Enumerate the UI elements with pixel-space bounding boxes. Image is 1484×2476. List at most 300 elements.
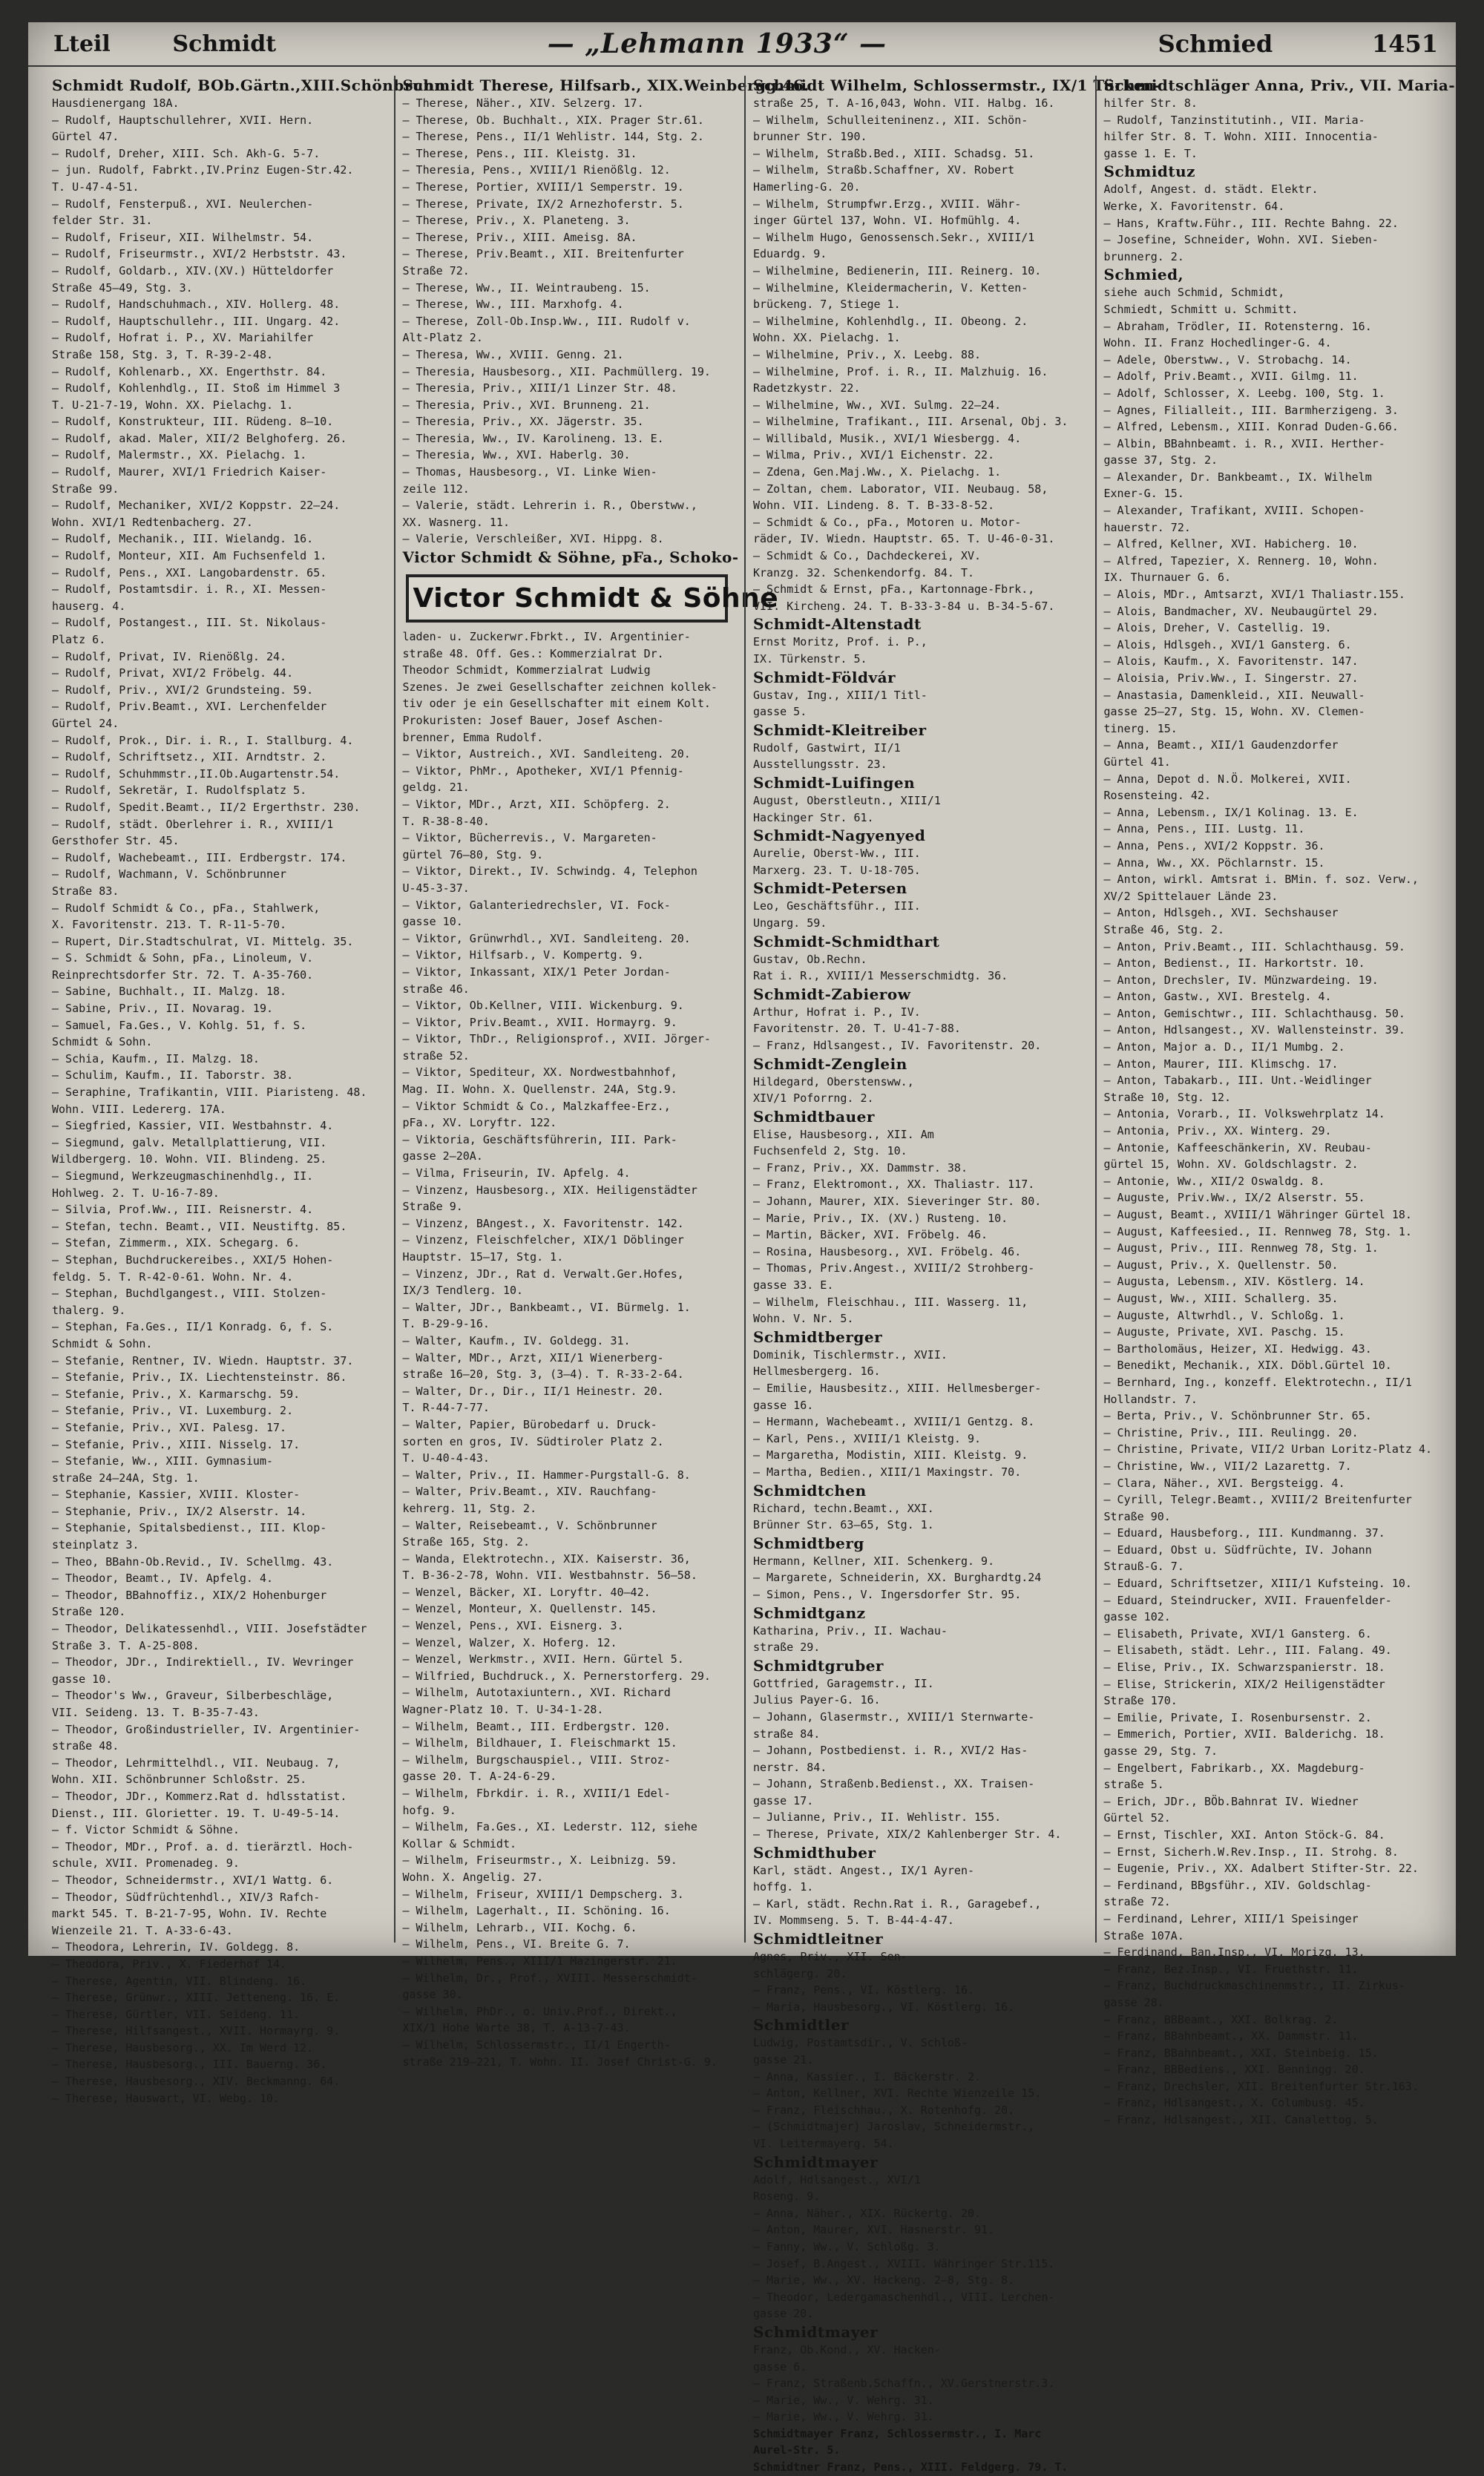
- directory-entry: — Rudolf, Hauptschullehrer, XVII. Hern.: [52, 113, 314, 127]
- directory-entry: — Therese, Private, XIX/2 Kahlenberger Str. 4.: [753, 1828, 1062, 1842]
- directory-entry: — Valerie, Verschleißer, XVI. Hippg. 8.: [402, 532, 664, 546]
- directory-entry: — Rudolf, Goldarb., XIV.(XV.) Hütteldorfer: [52, 263, 334, 278]
- directory-entry: — Alfred, Tapezier, X. Rennerg. 10, Wohn.: [1103, 554, 1379, 568]
- directory-entry: — Vinzenz, JDr., Rat d. Verwalt.Ger.Hofes,: [402, 1267, 684, 1281]
- directory-entry: Marxerg. 23. T. U-18-705.: [753, 863, 921, 877]
- directory-entry: Wienzeile 21. T. A-33-6-43.: [52, 1923, 233, 1937]
- directory-entry: Hildegard, Oberstensww.,: [753, 1074, 914, 1088]
- surname-heading: Schmidtbauer: [753, 1107, 875, 1126]
- directory-entry: geldg. 21.: [402, 781, 470, 795]
- directory-entry: — Rudolf, Dreher, XIII. Sch. Akh-G. 5-7.: [52, 146, 321, 160]
- directory-entry: — Cyrill, Telegr.Beamt., XVIII/2 Breitenfurter: [1103, 1493, 1412, 1507]
- directory-entry: — Anton, Priv.Beamt., III. Schlachthausg. 59.: [1103, 939, 1405, 953]
- directory-entry: — Anna, Pens., XVI/2 Koppstr. 36.: [1103, 838, 1325, 853]
- directory-entry: Wohn. XII. Schönbrunner Schloßstr. 25.: [52, 1773, 307, 1787]
- directory-entry: — Rudolf, Schuhmmstr.,II.Ob.Augartenstr.54.: [52, 766, 341, 781]
- directory-entry: Straße 10, Stg. 12.: [1103, 1090, 1232, 1104]
- directory-entry: Strauß-G. 7.: [1103, 1560, 1184, 1574]
- directory-entry: — Franz, Pens., VI. Köstlerg. 16.: [753, 1983, 975, 1997]
- directory-entry: — Wilhelm, Straßb.Schaffner, XV. Robert: [753, 163, 1015, 177]
- directory-entry: — Stefan, Zimmerm., XIX. Schegarg. 6.: [52, 1236, 301, 1250]
- directory-entry: — Franz, Fleischhau., X. Rotenhofg. 20.: [753, 2103, 1015, 2117]
- directory-entry: — Ferdinand, Ban.Insp., VI. Morizg. 13.: [1103, 1945, 1365, 1960]
- directory-entry: — Viktor, Priv.Beamt., XVII. Hormayrg. 9.: [402, 1015, 677, 1029]
- directory-entry: — Theodor's Ww., Graveur, Silberbeschläge,: [52, 1689, 334, 1703]
- directory-entry: — Franz, BBahnbeamt., XX. Dammstr. 11.: [1103, 2029, 1359, 2043]
- directory-entry: — Wilhelm, Schulleiteninenz., XII. Schön-: [753, 113, 1028, 127]
- surname-heading: Schmidtmayer: [753, 2322, 879, 2341]
- directory-entry: Arthur, Hofrat i. P., IV.: [753, 1005, 921, 1019]
- directory-entry: — Rudolf, Schriftsetz., XII. Arndtstr. 2.: [52, 750, 327, 764]
- directory-entry: T. U-40-4-43.: [402, 1451, 490, 1465]
- directory-entry: — Theodor, Ledergamaschenhdl., VIII. Lerchen-: [753, 2290, 1055, 2304]
- directory-entry: Schmidt & Sohn.: [52, 1336, 153, 1350]
- directory-entry: gasse 2–20A.: [402, 1149, 483, 1163]
- directory-entry: — Seraphine, Trafikantin, VIII. Piaristeng. 48.: [52, 1086, 367, 1100]
- directory-entry: Reinprechtsdorfer Str. 72. T. A-35-760.: [52, 968, 314, 982]
- directory-entry: gasse 30.: [402, 1988, 463, 2002]
- directory-entry: — Thomas, Priv.Angest., XVIII/2 Strohberg-: [753, 1261, 1035, 1275]
- directory-entry: — Eduard, Steindrucker, XVII. Frauenfelder-: [1103, 1593, 1392, 1607]
- directory-entry: — Therese, Portier, XVIII/1 Semperstr. 19.: [402, 180, 684, 194]
- directory-entry: Wohn. VII. Lindeng. 8. T. B-33-8-52.: [753, 499, 995, 513]
- directory-entry: — Therese, Ww., II. Weintraubeng. 15.: [402, 280, 651, 295]
- directory-entry: — Thomas, Hausbesorg., VI. Linke Wien-: [402, 465, 657, 479]
- directory-entry: Straße 107A.: [1103, 1928, 1184, 1943]
- directory-entry: — Franz, Elektromont., XX. Thaliastr. 117.: [753, 1178, 1035, 1192]
- directory-entry: — Theodor, Südfrüchtenhdl., XIV/3 Rafch-: [52, 1890, 321, 1904]
- directory-entry: — Rudolf, Maurer, XVI/1 Friedrich Kaiser-: [52, 465, 327, 479]
- directory-entry: räder, IV. Wiedn. Hauptstr. 65. T. U-46-0-31.: [753, 532, 1055, 546]
- directory-entry: Wohn. VIII. Ledererg. 17A.: [52, 1102, 226, 1116]
- directory-entry: — Simon, Pens., V. Ingersdorfer Str. 95.: [753, 1587, 1022, 1601]
- directory-entry: — Rudolf, Wachmann, V. Schönbrunner: [52, 867, 287, 881]
- directory-entry: Schmiedt, Schmitt u. Schmitt.: [1103, 302, 1298, 316]
- directory-entry: Julius Payer-G. 16.: [753, 1693, 881, 1707]
- directory-entry: — Rudolf, Sekretär, I. Rudolfsplatz 5.: [52, 784, 307, 798]
- directory-entry: — Viktor, MDr., Arzt, XII. Schöpferg. 2.: [402, 797, 671, 811]
- directory-entry: — (Schmidtmajer) Jaroslav, Schneidermstr.,: [753, 2120, 1035, 2134]
- directory-entry: — Zdena, Gen.Maj.Ww., X. Pielachg. 1.: [753, 465, 1002, 479]
- directory-entry: gasse 5.: [753, 705, 807, 719]
- directory-entry: Hamerling-G. 20.: [753, 180, 861, 194]
- directory-entry: gasse 10.: [52, 1672, 113, 1686]
- directory-entry: Exner-G. 15.: [1103, 487, 1184, 501]
- directory-entry: — Theodor, BBahnoffiz., XIX/2 Hohenburger: [52, 1588, 327, 1602]
- directory-entry: T. B-29-9-16.: [402, 1317, 490, 1331]
- directory-entry: straße 48.: [52, 1739, 119, 1753]
- directory-entry: — Anton, Gemischtwr., III. Schlachthausg. 50.: [1103, 1006, 1405, 1020]
- directory-entry: straße 46.: [402, 982, 470, 996]
- directory-entry: — Therese, Priv.Beamt., XII. Breitenfurter: [402, 247, 684, 261]
- directory-entry: — Anton, Maurer, XVI. Hasnerstr. 91.: [753, 2223, 995, 2237]
- directory-entry: — Theodora, Lehrerin, IV. Goldegg. 8.: [52, 1940, 301, 1954]
- directory-entry: — Rudolf, städt. Oberlehrer i. R., XVIII/1: [52, 817, 334, 831]
- directory-entry: Gürtel 24.: [52, 716, 119, 730]
- directory-entry: — Therese, Näher., XIV. Selzerg. 17.: [402, 96, 644, 110]
- directory-entry: — Stephan, Fa.Ges., II/1 Konradg. 6, f. S.: [52, 1320, 334, 1334]
- directory-entry: — Auguste, Altwrhdl., V. Schloßg. 1.: [1103, 1308, 1345, 1322]
- directory-entry: Straße 45–49, Stg. 3.: [52, 280, 193, 295]
- directory-entry: Alt-Platz 2.: [402, 331, 483, 345]
- surname-heading: Schmidt-Altenstadt: [753, 615, 922, 634]
- directory-entry: X. Favoritenstr. 213. T. R-11-5-70.: [52, 918, 287, 932]
- directory-entry: — Theodor, Beamt., IV. Apfelg. 4.: [52, 1572, 274, 1586]
- directory-entry: — Auguste, Private, XVI. Paschg. 15.: [1103, 1325, 1345, 1339]
- directory-entry: Richard, techn.Beamt., XXI.: [753, 1501, 934, 1515]
- directory-entry: Leo, Geschäftsführ., III.: [753, 899, 921, 913]
- directory-entry: gasse 17.: [753, 1793, 814, 1807]
- directory-entry: Gürtel 47.: [52, 130, 119, 144]
- directory-entry: gasse 1. E. T.: [1103, 146, 1198, 160]
- surname-entry: Schmidtner Franz, Pens., XIII. Feldgerg. 79. T.: [753, 2460, 1068, 2475]
- directory-entry: — Josef, B.Angest., XVIII. Währinger Str.115.: [753, 2256, 1055, 2270]
- directory-entry: gasse 28.: [1103, 1995, 1164, 2009]
- column-4: [1095, 76, 1456, 2127]
- directory-entry: — Rupert, Dir.Stadtschulrat, VI. Mittelg. 35.: [52, 934, 354, 948]
- directory-entry: — Stefan, techn. Beamt., VII. Neustiftg. 85.: [52, 1219, 347, 1233]
- header-first-name: Schmidt: [172, 30, 277, 57]
- directory-entry: — Theodor, Lehrmittelhdl., VII. Neubaug. 7,: [52, 1756, 341, 1770]
- directory-entry: pFa., XV. Loryftr. 122.: [402, 1116, 557, 1130]
- directory-entry: — Therese, Grünwr., XIII. Jetteneng. 16. E.: [52, 1991, 341, 2005]
- directory-entry: Elise, Hausbesorg., XII. Am: [753, 1127, 934, 1141]
- directory-entry: — Rudolf, Spedit.Beamt., II/2 Ergerthstr. 230.: [52, 800, 361, 814]
- company-heading: Victor Schmidt & Söhne, pFa., Schoko-: [402, 548, 739, 567]
- directory-entry: — Adolf, Schlosser, X. Leebg. 100, Stg. 1.: [1103, 386, 1385, 400]
- directory-entry: — Anna, Näher., XIX. Rückertg. 20.: [753, 2206, 982, 2220]
- directory-entry: — Rudolf, Postangest., III. St. Nikolaus-: [52, 616, 327, 630]
- directory-entry: — Stephanie, Spitalsbedienst., III. Klop-: [52, 1521, 327, 1535]
- directory-entry: — Bernhard, Ing., konzeff. Elektrotechn., II/1: [1103, 1375, 1412, 1389]
- directory-entry: — Franz, BBBeamt., XXI. Bolkrag. 2.: [1103, 2012, 1339, 2026]
- surname-heading: Schmidtler: [753, 2016, 850, 2035]
- directory-entry: VII. Seideng. 13. T. B-35-7-43.: [52, 1706, 260, 1719]
- directory-entry: — Viktor, ThDr., Religionsprof., XVII. Jörger-: [402, 1032, 711, 1046]
- directory-entry: U-45-3-37.: [402, 881, 470, 895]
- directory-entry: — Anton, Major a. D., II/1 Mumbg. 2.: [1103, 1040, 1345, 1054]
- directory-entry: — Theodor, Großindustrieller, IV. Argentinier-: [52, 1722, 361, 1736]
- directory-entry: Wohn. II. Franz Hochedlinger-G. 4.: [1103, 336, 1332, 350]
- directory-entry: — Theresa, Ww., XVIII. Genng. 21.: [402, 347, 624, 361]
- surname-heading: Schmidt-Zenglein: [753, 1054, 907, 1073]
- directory-entry: — Wilhelm, Friseur, XVIII/1 Dempscherg. 3.: [402, 1887, 684, 1901]
- directory-entry: — Rudolf, Pens., XXI. Langobardenstr. 65.: [52, 565, 327, 579]
- directory-entry: felder Str. 31.: [52, 214, 153, 228]
- directory-entry: — Christine, Private, VII/2 Urban Loritz-Platz 4.: [1103, 1442, 1433, 1457]
- header-title: — „Lehmann 1933“ —: [547, 28, 887, 59]
- directory-entry: — Emilie, Hausbesitz., XIII. Hellmesberger-: [753, 1382, 1042, 1395]
- directory-entry: gasse 37, Stg. 2.: [1103, 453, 1218, 467]
- directory-entry: Gersthofer Str. 45.: [52, 834, 180, 848]
- directory-entry: — Fanny, Ww., V. Schloßg. 3.: [753, 2239, 941, 2253]
- directory-entry: — Vinzenz, Fleischfelcher, XIX/1 Döblinger: [402, 1233, 684, 1247]
- directory-entry: Ernst Moritz, Prof. i. P.,: [753, 635, 928, 649]
- directory-entry: — Rudolf, Konstrukteur, III. Rüdeng. 8–10.: [52, 415, 334, 429]
- directory-columns: [50, 76, 1456, 2475]
- directory-entry: Hauptstr. 15–17, Stg. 1.: [402, 1250, 564, 1264]
- surname-entry: Aurel-Str. 5.: [753, 2443, 841, 2457]
- directory-entry: Gürtel 52.: [1103, 1811, 1171, 1825]
- directory-entry: — Stefanie, Priv., IX. Liechtensteinstr. 86.: [52, 1370, 347, 1385]
- directory-entry: — Wenzel, Monteur, X. Quellenstr. 145.: [402, 1602, 657, 1616]
- directory-entry: Wagner-Platz 10. T. U-34-1-28.: [402, 1703, 604, 1717]
- directory-entry: zeile 112.: [402, 482, 470, 496]
- directory-entry: — Vilma, Friseurin, IV. Apfelg. 4.: [402, 1166, 631, 1180]
- directory-entry: — Therese, Hausbesorg., XX. Im Werd 12.: [52, 2040, 314, 2055]
- directory-entry: feldg. 5. T. R-42-0-61. Wohn. Nr. 4.: [52, 1270, 294, 1284]
- directory-entry: Franz, Ob.Kond., XV. Hacken-: [753, 2342, 941, 2357]
- directory-entry: — Anton, Kellner, XVI. Rechte Wienzeile 15.: [753, 2086, 1042, 2101]
- surname-heading: Schmidtberger: [753, 1327, 883, 1346]
- directory-entry: — Anton, Hdlsangest., XV. Wallensteinstr. 39.: [1103, 1023, 1405, 1037]
- directory-entry: — Ernst, Tischler, XXI. Anton Stöck-G. 84.: [1103, 1828, 1385, 1842]
- directory-entry: Straße 46, Stg. 2.: [1103, 922, 1225, 936]
- directory-entry: — Theresia, Priv., XX. Jägerstr. 35.: [402, 415, 644, 429]
- directory-entry: — Theresia, Priv., XIII/1 Linzer Str. 48.: [402, 381, 677, 395]
- directory-entry: — Erich, JDr., BÖb.Bahnrat IV. Wiedner: [1103, 1794, 1359, 1808]
- directory-entry: gasse 21.: [753, 2053, 814, 2066]
- directory-entry: thalerg. 9.: [52, 1303, 126, 1317]
- directory-entry: — Franz, Straßenb.Schaffn., XV.Gerstnerstr.3.: [753, 2377, 1055, 2391]
- surname-heading: Schmidt-Nagyenyed: [753, 827, 926, 845]
- directory-entry: — Therese, Hausbesorg., III. Bauerng. 36.: [52, 2058, 327, 2072]
- directory-entry: — Viktor, Ob.Kellner, VIII. Wickenburg. 9.: [402, 999, 684, 1013]
- directory-entry: — Ferdinand, Lehrer, XIII/1 Speisinger: [1103, 1911, 1359, 1925]
- directory-entry: — Eduard, Obst u. Südfrüchte, IV. Johann: [1103, 1543, 1372, 1557]
- directory-entry: — Viktor, Direkt., IV. Schwindg. 4, Telephon: [402, 864, 697, 879]
- directory-entry: — Anna, Depot d. N.Ö. Molkerei, XVII.: [1103, 772, 1352, 786]
- directory-entry: straße 72.: [1103, 1895, 1171, 1909]
- directory-entry: Werke, X. Favoritenstr. 64.: [1103, 199, 1285, 213]
- directory-entry: — Franz, BBahnbeamt., XXI. Steinbeig. 15.: [1103, 2046, 1379, 2060]
- directory-entry: Straße 99.: [52, 482, 119, 496]
- directory-entry: — Anton, Bedienst., II. Harkortstr. 10.: [1103, 956, 1365, 971]
- directory-entry: — Margarete, Schneiderin, XX. Burghardtg.24: [753, 1571, 1042, 1585]
- directory-entry: — Sabine, Priv., II. Novarag. 19.: [52, 1002, 274, 1016]
- directory-entry: — Stefanie, Rentner, IV. Wiedn. Hauptstr. 37.: [52, 1353, 354, 1367]
- column-heading: Schmidt Wilhelm, Schlossermstr., IX/1 Türken-: [753, 76, 1161, 94]
- directory-entry: — S. Schmidt & Sohn, pFa., Linoleum, V.: [52, 951, 314, 965]
- directory-entry: — Wilhelm, PhDr., o. Univ.Prof., Direkt.,: [402, 2004, 677, 2018]
- directory-entry: — Wenzel, Werkmstr., XVII. Hern. Gürtel 5.: [402, 1652, 684, 1666]
- directory-entry: — Therese, Priv., X. Planeteng. 3.: [402, 214, 631, 228]
- directory-entry: — Wilhelmine, Ww., XVI. Sulmg. 22–24.: [753, 398, 1002, 412]
- surname-heading: Schmidt-Schmidthart: [753, 932, 940, 950]
- directory-entry: Hohlweg. 2. T. U-16-7-89.: [52, 1186, 220, 1200]
- directory-entry: — Sabine, Buchhalt., II. Malzg. 18.: [52, 985, 287, 999]
- directory-entry: — Viktor Schmidt & Co., Malzkaffee-Erz.,: [402, 1099, 671, 1113]
- directory-entry: Wohn. V. Nr. 5.: [753, 1312, 854, 1326]
- directory-entry: — Martha, Bedien., XIII/1 Maxingstr. 70.: [753, 1465, 1022, 1479]
- directory-entry: — Schulim, Kaufm., II. Taborstr. 38.: [52, 1068, 294, 1083]
- directory-entry: — f. Victor Schmidt & Söhne.: [52, 1823, 240, 1837]
- directory-entry: Straße 83.: [52, 884, 119, 898]
- directory-entry: IX/3 Tendlerg. 10.: [402, 1284, 524, 1298]
- directory-entry: Katharina, Priv., II. Wachau-: [753, 1623, 948, 1638]
- directory-entry: — Schmidt & Co., Dachdeckerei, XV.: [753, 549, 982, 563]
- directory-entry: — Zoltan, chem. Laborator, VII. Neubaug. 58,: [753, 482, 1048, 496]
- directory-entry: — Clara, Näher., XVI. Bergsteigg. 4.: [1103, 1476, 1345, 1490]
- directory-entry: — Anna, Pens., III. Lustg. 11.: [1103, 822, 1305, 836]
- directory-entry: — Schmidt & Ernst, pFa., Kartonnage-Fbrk.,: [753, 582, 1035, 597]
- directory-entry: Radetzkystr. 22.: [753, 381, 861, 395]
- directory-entry: Karl, städt. Angest., IX/1 Ayren-: [753, 1863, 975, 1877]
- directory-entry: — Hermann, Wachebeamt., XVIII/1 Gentzg. 8.: [753, 1415, 1035, 1429]
- directory-entry: IX. Thurnauer G. 6.: [1103, 571, 1232, 585]
- directory-entry: straße 219–221, T. Wohn. II. Josef Christ-G. 9.: [402, 2055, 718, 2069]
- directory-entry: — Adele, Oberstww., V. Strobachg. 14.: [1103, 352, 1352, 367]
- directory-entry: — Valerie, städt. Lehrerin i. R., Oberstww.,: [402, 499, 697, 513]
- directory-entry: — Marie, Ww., XV. Hackeng. 2–8, Stg. 8.: [753, 2273, 1015, 2288]
- directory-entry: Straße 120.: [52, 1605, 126, 1619]
- directory-entry: Wohn. XVI/1 Redtenbacherg. 27.: [52, 515, 253, 529]
- directory-entry: gasse 6.: [753, 2360, 807, 2374]
- directory-entry: Hellmesbergerg. 16.: [753, 1365, 881, 1379]
- directory-entry: — Alois, MDr., Amtsarzt, XVI/1 Thaliastr.155.: [1103, 588, 1405, 602]
- directory-entry: — Alexander, Dr. Bankbeamt., IX. Wilhelm: [1103, 470, 1372, 484]
- directory-entry: — Stephan, Buchdruckereibes., XXI/5 Hohen-: [52, 1252, 334, 1267]
- directory-entry: Straße 72.: [402, 263, 470, 278]
- directory-entry: — Walter, Dr., Dir., II/1 Heinestr. 20.: [402, 1384, 664, 1398]
- directory-entry: hofg. 9.: [402, 1803, 456, 1817]
- directory-entry: straße 84.: [753, 1727, 821, 1741]
- directory-entry: — Alois, Kaufm., X. Favoritenstr. 147.: [1103, 654, 1359, 669]
- directory-entry: — August, Priv., III. Rennweg 78, Stg. 1.: [1103, 1241, 1379, 1255]
- directory-entry: — Alois, Hdlsgeh., XVI/1 Gansterg. 6.: [1103, 637, 1352, 651]
- directory-entry: schlägerg. 20.: [753, 1966, 847, 1980]
- directory-entry: — Franz, Hdlsangest., IV. Favoritenstr. 20.: [753, 1038, 1042, 1052]
- directory-entry: schule, XVII. Promenadeg. 9.: [52, 1856, 240, 1871]
- directory-entry: Wohn. X. Angelig. 27.: [402, 1870, 544, 1884]
- directory-entry: — Wilhelmine, Priv., X. Leebg. 88.: [753, 347, 982, 361]
- directory-entry: — Anton, wirkl. Amtsrat i. BMin. f. soz. Verw.,: [1103, 873, 1419, 887]
- directory-entry: sorten en gros, IV. Südtiroler Platz 2.: [402, 1434, 664, 1448]
- directory-entry: — Theresia, Hausbesorg., XII. Pachmüllerg. 19.: [402, 364, 711, 378]
- directory-entry: Brünner Str. 63–65, Stg. 1.: [753, 1518, 934, 1532]
- directory-entry: IX. Türkenstr. 5.: [753, 652, 867, 666]
- surname-heading: Schmidtuz: [1103, 162, 1196, 181]
- directory-entry: — Siegfried, Kassier, VII. Westbahnstr. 4.: [52, 1119, 334, 1133]
- directory-entry: Rat i. R., XVIII/1 Messerschmidtg. 36.: [753, 969, 1008, 983]
- company-advertisement: [406, 574, 779, 623]
- directory-entry: — Karl, städt. Rechn.Rat i. R., Garagebef.,: [753, 1897, 1042, 1911]
- directory-entry: Hermann, Kellner, XII. Schenkerg. 9.: [753, 1554, 995, 1568]
- directory-entry: — August, Ww., XIII. Schallerg. 35.: [1103, 1291, 1339, 1305]
- directory-entry: — Johann, Straßenb.Bedienst., XX. Traisen-: [753, 1777, 1035, 1791]
- directory-entry: steinplatz 3.: [52, 1538, 139, 1552]
- directory-entry: — Wilhelm, Schlossermstr., II/1 Engerth-: [402, 2037, 671, 2052]
- directory-entry: — Marie, Ww., V. Wehrg. 31.: [753, 2410, 934, 2424]
- directory-entry: — Therese, Gürtler, VII. Seideng. 11.: [52, 2007, 301, 2021]
- directory-entry: — Silvia, Prof.Ww., III. Reisnerstr. 4.: [52, 1203, 314, 1217]
- directory-entry: — Stefanie, Priv., XIII. Nisselg. 17.: [52, 1437, 301, 1451]
- directory-entry: — Marie, Priv., IX. (XV.) Rusteng. 10.: [753, 1211, 1008, 1225]
- directory-entry: Wildbergerg. 10. Wohn. VII. Blindeng. 25.: [52, 1152, 327, 1166]
- directory-entry: — Vinzenz, Hausbesorg., XIX. Heiligenstädter: [402, 1183, 697, 1197]
- directory-entry: markt 545. T. B-21-7-95, Wohn. IV. Rechte: [52, 1907, 327, 1921]
- directory-entry: hauserg. 4.: [52, 599, 126, 613]
- directory-entry: Adolf, Angest. d. städt. Elektr.: [1103, 183, 1319, 197]
- directory-entry: — Rudolf, Friseur, XII. Wilhelmstr. 54.: [52, 230, 314, 244]
- directory-entry: straße 16–20, Stg. 3, (3–4). T. R-33-2-64.: [402, 1367, 684, 1382]
- directory-entry: — Rudolf, Hauptschullehr., III. Ungarg. 42.: [52, 314, 341, 328]
- page-header: [28, 22, 1456, 67]
- directory-entry: — Wilhelm, Autotaxiuntern., XVI. Richard: [402, 1686, 671, 1700]
- directory-entry: T. U-47-4-51.: [52, 180, 139, 194]
- column-heading: Schmidtschläger Anna, Priv., VII. Maria-: [1103, 76, 1456, 94]
- directory-entry: Straße 158, Stg. 3, T. R-39-2-48.: [52, 347, 274, 361]
- directory-entry: — Anton, Hdlsgeh., XVI. Sechshauser: [1103, 906, 1339, 920]
- directory-entry: — Rosina, Hausbesorg., XVI. Fröbelg. 46.: [753, 1244, 1022, 1258]
- directory-entry: — Antonie, Ww., XII/2 Oswaldg. 8.: [1103, 1174, 1325, 1188]
- directory-entry: straße 25, T. A-16,043, Wohn. VII. Halbg. 16.: [753, 96, 1055, 110]
- directory-entry: straße 48. Off. Ges.: Kommerzialrat Dr.: [402, 646, 664, 660]
- directory-entry: Gustav, Ing., XIII/1 Titl-: [753, 688, 928, 702]
- directory-entry: — Benedikt, Mechanik., XIX. Döbl.Gürtel 10.: [1103, 1359, 1392, 1373]
- directory-entry: — Therese, Agentin, VII. Blindeng. 16.: [52, 1974, 307, 1988]
- directory-entry: — Rudolf, Mechanik., III. Wielandg. 16.: [52, 532, 314, 546]
- header-last-name: Schmied: [1158, 30, 1273, 58]
- directory-entry: — Franz, Bez.Insp., VI. Fruethstr. 11.: [1103, 1962, 1359, 1976]
- surname-heading: Schmidtmayer: [753, 2152, 879, 2171]
- surname-heading: Schmidtleitner: [753, 1930, 884, 1948]
- directory-entry: — Eduard, Hausbeforg., III. Kundmanng. 37.: [1103, 1526, 1385, 1540]
- directory-entry: Rudolf, Gastwirt, II/1: [753, 740, 901, 755]
- directory-entry: — Therese, Private, IX/2 Arnezhoferstr. 5.: [402, 197, 684, 211]
- directory-entry: — Stefanie, Priv., XVI. Palesg. 17.: [52, 1420, 287, 1434]
- directory-entry: — Engelbert, Fabrikarb., XX. Magdeburg-: [1103, 1761, 1365, 1775]
- directory-entry: — Theodor, JDr., Kommerz.Rat d. hdlsstatist.: [52, 1789, 347, 1803]
- directory-entry: — Karl, Pens., XVIII/1 Kleistg. 9.: [753, 1431, 982, 1445]
- directory-entry: — Berta, Priv., V. Schönbrunner Str. 65.: [1103, 1409, 1372, 1423]
- surname-heading: Schmidtberg: [753, 1534, 864, 1552]
- directory-entry: — Wilhelmine, Bedienerin, III. Reinerg. 10.: [753, 263, 1042, 278]
- directory-entry: Fuchsenfeld 2, Stg. 10.: [753, 1144, 907, 1158]
- directory-entry: — Therese, Pens., II/1 Wehlistr. 144, Stg. 2.: [402, 130, 704, 144]
- directory-entry: XV/2 Spittelauer Lände 23.: [1103, 889, 1278, 903]
- directory-entry: — Viktor, Bücherrevis., V. Margareten-: [402, 831, 657, 845]
- directory-entry: — Augusta, Lebensm., XIV. Köstlerg. 14.: [1103, 1275, 1365, 1289]
- surname-heading: Schmidtchen: [753, 1481, 867, 1500]
- surname-heading: Schmidtganz: [753, 1603, 866, 1622]
- directory-entry: — Schmidt & Co., pFa., Motoren u. Motor-: [753, 515, 1022, 529]
- directory-entry: hilfer Str. 8.: [1103, 96, 1198, 110]
- directory-entry: — Wilhelm, Pens., XIII/1 Mazingerstr. 21.: [402, 1954, 677, 1968]
- directory-entry: — Wilhelm, Lagerhalt., II. Schöning. 16.: [402, 1904, 671, 1918]
- directory-entry: — Theodora, Priv., X. Fiederhof 14.: [52, 1957, 287, 1971]
- directory-entry: — Rudolf Schmidt & Co., pFa., Stahlwerk,: [52, 901, 321, 915]
- directory-entry: — Wilhelm, Strumpfwr.Erzg., XVIII. Währ-: [753, 197, 1022, 211]
- directory-entry: — Wilhelmine, Prof. i. R., II. Malzhuig. 16.: [753, 364, 1048, 378]
- directory-entry: brunner Str. 190.: [753, 130, 867, 144]
- directory-entry: — Stephanie, Priv., IX/2 Alserstr. 14.: [52, 1504, 307, 1518]
- directory-entry: — Marie, Ww., V. Wehrg. 31.: [753, 2393, 934, 2407]
- directory-entry: gürtel 76–80, Stg. 9.: [402, 847, 544, 861]
- directory-entry: Eduardg. 9.: [753, 247, 827, 261]
- directory-entry: — Theo, BBahn-Ob.Revid., IV. Schellmg. 43.: [52, 1554, 334, 1569]
- directory-entry: gürtel 15, Wohn. XV. Goldschlagstr. 2.: [1103, 1157, 1359, 1172]
- directory-entry: August, Oberstleutn., XIII/1: [753, 793, 941, 807]
- directory-entry: brunnerg. 2.: [1103, 249, 1184, 263]
- directory-entry: — Martin, Bäcker, XVI. Fröbelg. 46.: [753, 1228, 988, 1242]
- column-heading: Schmidt Therese, Hilfsarb., XIX.Weinbergg.46.: [402, 76, 810, 94]
- directory-entry: — Auguste, Priv.Ww., IX/2 Alserstr. 55.: [1103, 1191, 1365, 1205]
- directory-entry: — Wilhelm, Fbrkdir. i. R., XVIII/1 Edel-: [402, 1787, 671, 1800]
- directory-entry: laden- u. Zuckerwr.Fbrkt., IV. Argentinier-: [402, 630, 691, 644]
- directory-entry: — Rudolf, Kohlenhdlg., II. Stoß im Himmel 3: [52, 381, 341, 395]
- directory-entry: — Theodor, MDr., Prof. a. d. tierärztl. Hoch-: [52, 1839, 354, 1853]
